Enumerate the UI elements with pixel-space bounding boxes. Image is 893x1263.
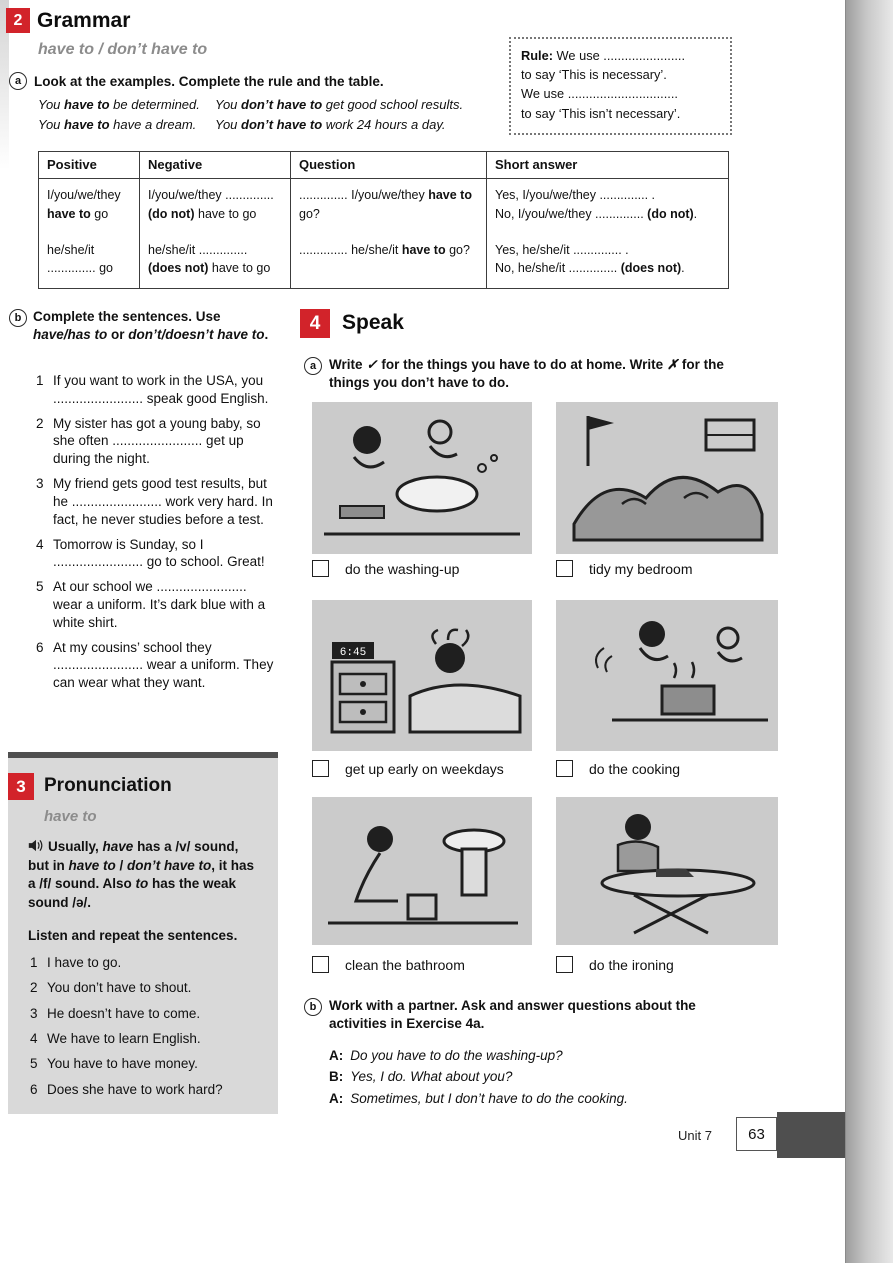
illustration-get-up-early <box>312 600 532 751</box>
table-header-positive: Positive <box>39 152 140 179</box>
item-number: 1 <box>36 373 44 388</box>
short-answer-line: Yes, I/you/we/they .............. . <box>495 188 656 202</box>
illustration-cooking <box>556 600 778 751</box>
table-cell-short-answer-row1 <box>487 179 728 234</box>
dialog-speaker: B: <box>329 1069 344 1085</box>
pronunciation-panel <box>8 752 278 1114</box>
rule-line: to say ‘This is necessary’. <box>521 67 667 83</box>
illustration-clean-bathroom <box>312 797 532 945</box>
table-header-short-answer: Short answer <box>487 152 728 179</box>
section-3-badge: 3 <box>8 773 34 800</box>
table-cell-short-answer-row2 <box>487 234 728 289</box>
item-text: My friend gets good test results, but he ........................ work very hard. In fact, he never studies before a test. <box>53 476 273 527</box>
dialog-text: Yes, I do. What about you? <box>350 1069 513 1085</box>
example-sentence: You have to be determined. <box>38 97 200 112</box>
item-text: He doesn’t have to come. <box>47 1005 201 1021</box>
table-cell-question-row1 <box>291 179 487 234</box>
dialog-speaker: A: <box>329 1048 344 1063</box>
page-edge-shadow <box>845 0 893 1263</box>
section-2-badge: 2 <box>6 8 30 33</box>
cell-line: I/you/we/they have to go <box>47 188 121 221</box>
speak-part-b-instruction: Work with a partner. Ask and answer questions about the activities in Exercise 4a. <box>329 998 696 1032</box>
speak-part-b-label: b <box>304 998 322 1016</box>
pronunciation-item <box>30 954 270 972</box>
exercise-b-list <box>36 372 274 699</box>
checkbox-bathroom[interactable] <box>312 956 329 973</box>
activity-label: tidy my bedroom <box>589 561 693 577</box>
rule-line: to say ‘This isn’t necessary’. <box>521 105 681 121</box>
cell-line: he/she/it .............. go <box>47 242 113 276</box>
speaker-icon <box>28 839 44 857</box>
exercise-item <box>36 372 274 408</box>
item-number: 5 <box>30 1056 38 1072</box>
item-text: Tomorrow is Sunday, so I ........................ go to school. Great! <box>53 536 265 570</box>
cell-line: he/she/it .............. (does not) have to go <box>148 242 271 276</box>
page-number: 63 <box>736 1117 777 1151</box>
table-header-negative: Negative <box>140 152 291 179</box>
item-number: 6 <box>36 639 44 655</box>
pronunciation-title: Pronunciation <box>44 775 172 796</box>
pronunciation-item <box>30 1055 270 1073</box>
dialog-line <box>329 1066 789 1087</box>
exercise-item <box>36 415 274 468</box>
item-number: 3 <box>30 1005 38 1021</box>
short-answer-line: No, he/she/it .............. (does not). <box>495 261 685 276</box>
exercise-item <box>36 639 274 692</box>
pronunciation-subtitle: have to <box>44 808 97 825</box>
item-number: 2 <box>30 980 38 996</box>
table-cell-positive-row2 <box>39 234 140 289</box>
example-sentence: You don’t have to get good school results. <box>215 97 464 112</box>
illustration-messy-bedroom <box>556 402 778 554</box>
item-text: If you want to work in the USA, you ........................ speak good English. <box>53 373 269 406</box>
dialog-line <box>329 1045 789 1066</box>
item-text: At our school we ........................ wear a uniform. It’s dark blue with a white shirt. <box>53 579 266 630</box>
dialog <box>329 1045 789 1109</box>
grammar-title: Grammar <box>37 9 131 32</box>
illustration-ironing <box>556 797 778 945</box>
table-cell-negative-row1 <box>140 179 291 234</box>
item-number: 3 <box>36 476 44 492</box>
listen-instruction: Listen and repeat the sentences. <box>28 928 238 943</box>
dialog-text: Sometimes, but I don’t have to do the cooking. <box>350 1090 628 1106</box>
item-number: 1 <box>30 955 38 970</box>
item-text: Does she have to work hard? <box>47 1081 223 1097</box>
example-sentence: You don’t have to work 24 hours a day. <box>215 117 446 132</box>
item-text: You don’t have to shout. <box>47 980 192 996</box>
unit-label: Unit 7 <box>678 1128 712 1143</box>
item-text: I have to go. <box>47 955 122 970</box>
item-number: 2 <box>36 415 44 431</box>
item-text: My sister has got a young baby, so she often ........................ get up during the night. <box>53 415 261 467</box>
activity-label: clean the bathroom <box>345 957 465 973</box>
table-header-question: Question <box>291 152 487 179</box>
illustration-washing-up <box>312 402 532 554</box>
speak-part-a-instruction: Write ✓ for the things you have to do at home. Write ✗ for the things you don’t have to do. <box>329 357 724 391</box>
table-cell-question-row2 <box>291 234 487 289</box>
checkbox-washing-up[interactable] <box>312 560 329 577</box>
grammar-table <box>38 151 729 289</box>
alarm-clock-display: 6:45 <box>339 647 367 659</box>
activity-label: do the washing-up <box>345 561 460 577</box>
item-text: At my cousins’ school they ........................ wear a uniform. They can wear what they want. <box>53 639 274 691</box>
exercise-item <box>36 536 274 572</box>
dialog-line <box>329 1088 789 1109</box>
pronunciation-note-text: Usually, have has a /v/ sound, but in have to / don’t have to, it has a /f/ sound. Also to has the weak sound /ə/. <box>28 839 255 910</box>
dialog-speaker: A: <box>329 1090 344 1106</box>
dialog-text: Do you have to do the washing-up? <box>350 1048 563 1063</box>
activity-label: do the ironing <box>589 957 674 973</box>
speak-title: Speak <box>342 311 404 334</box>
part-a-instruction: Look at the examples. Complete the rule and the table. <box>34 74 384 89</box>
short-answer-line: Yes, he/she/it .............. . <box>495 242 629 257</box>
rule-line: We use ............................... <box>521 86 678 102</box>
cell-line: .............. I/you/we/they have to go? <box>299 188 472 221</box>
cell-line: I/you/we/they .............. (do not) have to go <box>148 188 274 221</box>
cell-line: .............. he/she/it have to go? <box>299 242 470 257</box>
activity-label: get up early on weekdays <box>345 761 504 777</box>
pronunciation-note <box>28 838 262 912</box>
checkbox-cooking[interactable] <box>556 760 573 777</box>
exercise-item <box>36 578 274 631</box>
pronunciation-item <box>30 1005 270 1023</box>
pronunciation-item <box>30 979 270 997</box>
pronunciation-list <box>30 954 270 1106</box>
part-b-instruction: Complete the sentences. Use have/has to or don’t/doesn’t have to. <box>33 309 269 343</box>
item-text: We have to learn English. <box>47 1030 201 1046</box>
section-4-badge: 4 <box>300 309 330 338</box>
checkbox-get-up-early[interactable] <box>312 760 329 777</box>
rule-line: Rule: We use ....................... <box>521 48 686 63</box>
checkbox-tidy-bedroom[interactable] <box>556 560 573 577</box>
part-b-label: b <box>9 309 27 327</box>
exercise-item <box>36 475 274 528</box>
speak-part-a-label: a <box>304 357 322 375</box>
checkbox-ironing[interactable] <box>556 956 573 973</box>
page-corner-tab <box>777 1112 845 1158</box>
rule-box <box>509 37 732 135</box>
item-number: 6 <box>30 1081 38 1097</box>
item-number: 4 <box>30 1030 38 1046</box>
item-text: You have to have money. <box>47 1056 198 1072</box>
table-cell-positive-row1 <box>39 179 140 234</box>
example-sentence: You have to have a dream. <box>38 117 197 132</box>
grammar-subtitle: have to / don’t have to <box>38 41 208 58</box>
pronunciation-item <box>30 1081 270 1099</box>
item-number: 5 <box>36 579 44 595</box>
part-a-label: a <box>9 72 27 90</box>
short-answer-line: No, I/you/we/they .............. (do not). <box>495 206 698 221</box>
table-cell-negative-row2 <box>140 234 291 289</box>
activity-label: do the cooking <box>589 761 681 777</box>
item-number: 4 <box>36 536 44 552</box>
pronunciation-item <box>30 1030 270 1048</box>
